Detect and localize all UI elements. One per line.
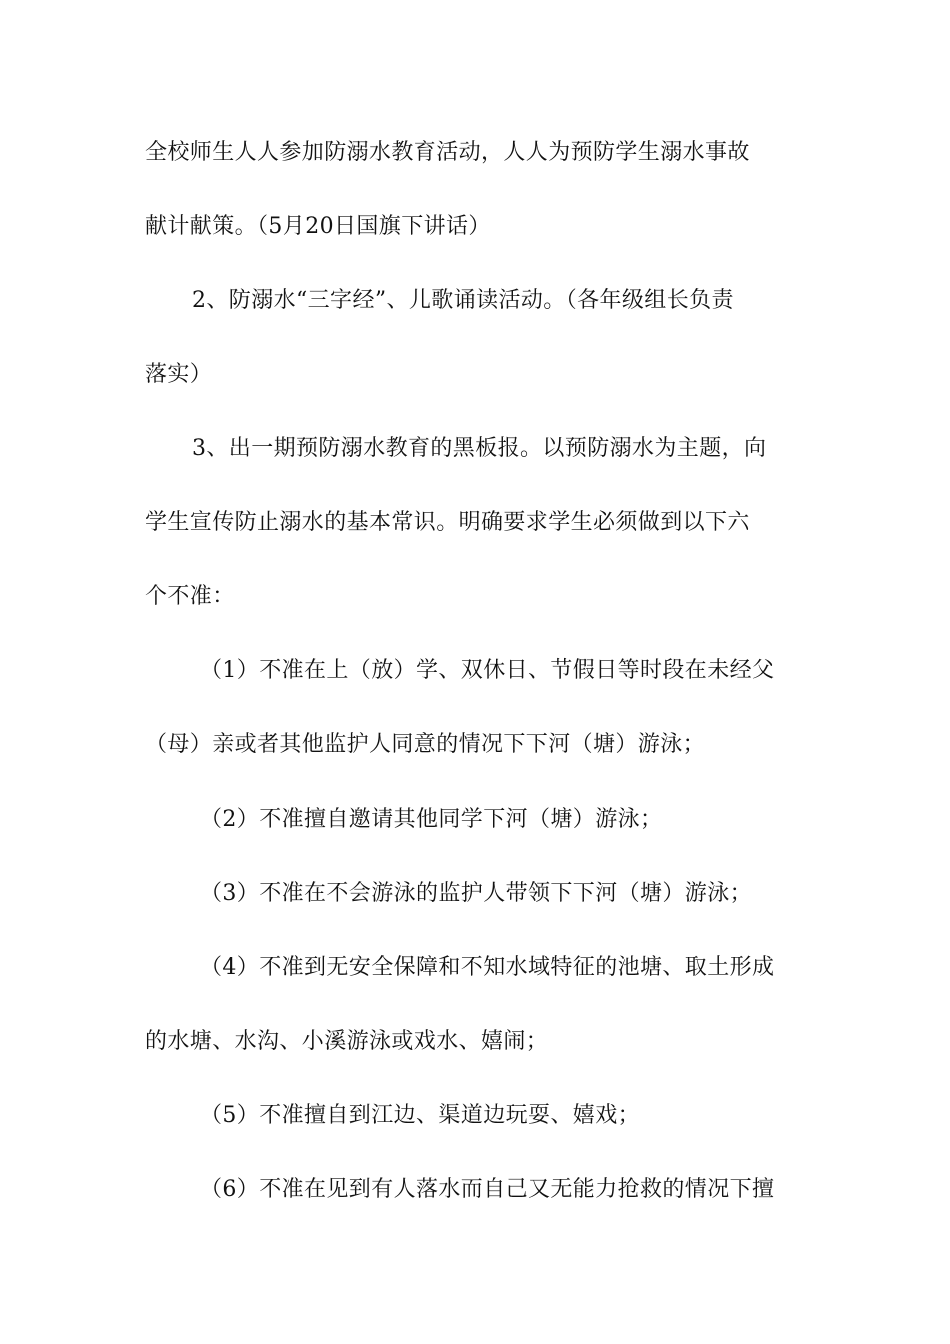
text-line-14: （5）不准擅自到江边、渠道边玩耍、嬉戏； <box>200 1103 640 1128</box>
text-line-13: 的水塘、水沟、小溪游泳或戏水、嬉闹； <box>145 1029 549 1054</box>
text-line-6: 学生宣传防止溺水的基本常识。明确要求学生必须做到以下六 <box>145 510 750 535</box>
text-line-9: （母）亲或者其他监护人同意的情况下下河（塘）游泳； <box>145 732 706 757</box>
text-line-5: 3、出一期预防溺水教育的黑板报。以预防溺水为主题，向 <box>192 436 767 461</box>
text-line-15: （6）不准在见到有人落水而自己又无能力抢救的情况下擅 <box>200 1177 775 1202</box>
text-line-3: 2、防溺水“三字经”、儿歌诵读活动。（各年级组长负责 <box>192 288 734 313</box>
text-line-8: （1）不准在上（放）学、双休日、节假日等时段在未经父 <box>200 658 775 683</box>
text-line-4: 落实） <box>145 362 213 387</box>
text-line-2: 献计献策。（5月20日国旗下讲话） <box>145 214 491 239</box>
text-line-11: （3）不准在不会游泳的监护人带领下下河（塘）游泳； <box>200 881 752 906</box>
text-line-7: 个不准： <box>145 584 235 609</box>
text-line-12: （4）不准到无安全保障和不知水域特征的池塘、取土形成 <box>200 955 775 980</box>
text-line-1: 全校师生人人参加防溺水教育活动，人人为预防学生溺水事故 <box>145 140 750 165</box>
text-line-10: （2）不准擅自邀请其他同学下河（塘）游泳； <box>200 807 663 832</box>
